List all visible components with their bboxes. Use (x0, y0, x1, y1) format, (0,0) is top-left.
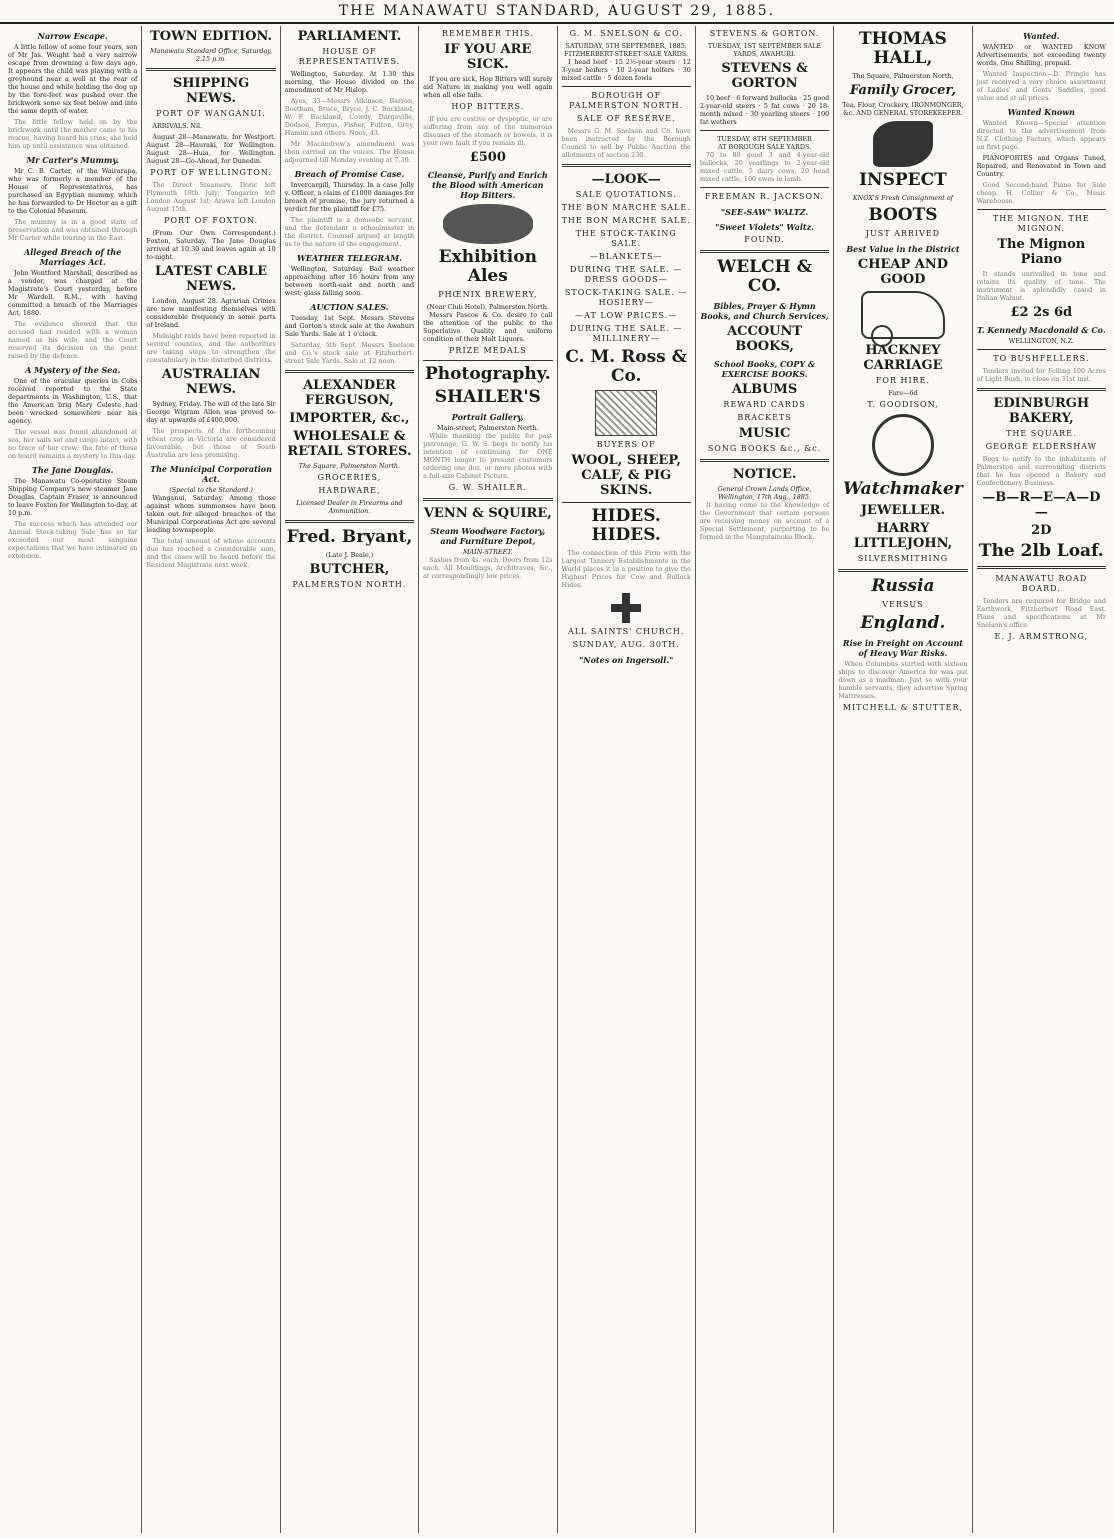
ad-headline: England. (860, 613, 946, 633)
article-text: Tuesday, 1st Sept. Messrs Stevens and Gorton's stock sale at the Awahuri Sale Yards. Sale at 1 o'clock. (284, 314, 415, 338)
subheading: PORT OF WANGANUI. (156, 109, 266, 118)
divider (562, 164, 691, 167)
ad-headline: BUTCHER, (309, 562, 390, 577)
ale-cask-illustration (443, 204, 533, 244)
ad-body: If you are costive or dyspeptic, or are suffering from any of the numerous diseases of the stomach or bowels, it is your own fault if you remain ill. (423, 115, 553, 147)
ad-headline: EDINBURGH BAKERY, (993, 396, 1090, 426)
ad-address: The Square, Palmerston North. (298, 462, 401, 470)
ad-headline: WELCH & CO. (717, 257, 812, 296)
ad-subheading: STEVENS & GORTON. (709, 29, 820, 38)
ad-headline: Watchmaker (843, 479, 963, 499)
ad-subheading: FOUND. (744, 235, 785, 244)
subheading: PORT OF FOXTON. (164, 216, 259, 225)
ad-headline: "Sweet Violets" Waltz. (715, 222, 814, 232)
ad-subheading: Best Value in the District (846, 244, 960, 254)
section-title: Wanted. (1023, 31, 1060, 41)
column-3 (281, 26, 419, 1533)
ad-headline: The 2lb Loaf. (978, 541, 1104, 561)
ad-text: TUESDAY, 8TH SEPTEMBER (717, 135, 812, 143)
ad-subheading: Portrait Gallery, (451, 412, 524, 422)
divider (285, 520, 414, 523)
ad-subheading: THE BON MARCHE SALE. (561, 203, 691, 212)
section-title: Wanted Known (1007, 107, 1075, 117)
ad-subheading: BUYERS OF (596, 440, 656, 449)
ad-text: Cleanse, Purify and Enrich the Blood with American Hop Bitters. (427, 170, 548, 200)
ad-headline: Fred. Bryant, (286, 527, 413, 547)
ad-text: FITZHERBERT-STREET SALE YARDS. (564, 50, 689, 58)
ad-headline: 2D (1031, 523, 1052, 538)
article-text: A little fellow of some four years, son of Mr Jas. Weight had a very narrow escape from drowning a few days ago. It appears the child was playing with a greyhound near a well at the rear of the house and while holding the dog up by the fore-feet was pushed over the brickwork some six feet below and into the same depth of water. (8, 43, 138, 115)
felmongery-illustration (595, 390, 657, 436)
ad-headline: ACCOUNT BOOKS, (727, 324, 803, 354)
ad-subheading: REWARD CARDS (723, 400, 806, 409)
ad-headline: INSPECT (859, 170, 947, 190)
ad-headline: —B—R—E—A—D— (982, 490, 1101, 520)
ad-subheading: T. Kennedy Macdonald & Co. (976, 325, 1106, 335)
ad-text: TUESDAY, 1ST SEPTEMBER SALE YARDS, AWAHURI. (707, 42, 822, 58)
headline: WEATHER TELEGRAM. (296, 253, 402, 263)
article-text: John Wentford Marshall, described as a vendor, was charged at the Magistrate's Court yesterday, before Mr Wardell, R.M., with having committed a breach of the Marriages Act, 1880. (8, 269, 138, 317)
article-text: August 28—Manawatu, for Westport. August 28—Hauraki, for Wellington. August 28—Huia, for Wellington. August 28—Go-Ahead, for Dunedin. (146, 133, 276, 165)
ad-subheading: TO BUSHFELLERS. (993, 354, 1090, 363)
divider (562, 86, 691, 87)
divider (700, 459, 829, 462)
ad-body: The connection of this Firm with the Largest Tannery Establishments in the World places it in a position to give the Highest Prices for Cow and Bullock Hides. (561, 549, 691, 589)
ad-subheading: SALE OF RESERVE. (576, 114, 676, 123)
ad-headline: BOOTS (868, 205, 938, 225)
divider (562, 502, 691, 503)
ad-body: When Columbus started with sixteen ships to discover America he was put down as a madman. Just so with your humble servants, they advertise Spring Mattresses. (838, 660, 968, 700)
ad-subheading: PRIZE MEDALS (449, 346, 527, 355)
article-text: Mr C. B. Carter, of the Wairarapa, who was formerly a member of the House of Representatives, has purchased an Egyptian mummy, which he has forwarded to Dr Hector as a gift to the Colonial Museum. (8, 167, 138, 215)
headline: Alleged Breach of the Marriages Act. (24, 247, 122, 267)
ad-subheading: GEORGE ELDERSHAW (985, 442, 1097, 451)
ad-text: If you are sick, Hop Bitters will surely aid Nature in making you well again when all else fails. (423, 75, 553, 99)
church-cross-icon (611, 593, 641, 623)
subheading: HOUSE OF REPRESENTATIVES. (298, 47, 401, 66)
ad-subheading: FREEMAN R. JACKSON. (705, 192, 825, 201)
ad-subheading: HOP BITTERS. (451, 102, 525, 111)
ad-text: SATURDAY, 5TH SEPTEMBER, 1885. (565, 42, 687, 50)
ad-text: Licensed Dealer in Firearms and Ammunition. (296, 499, 403, 515)
divider (285, 370, 414, 373)
column-5 (558, 26, 696, 1533)
ad-headline: WHOLESALE & RETAIL STORES. (287, 429, 412, 459)
ad-headline: NOTICE. (732, 467, 797, 482)
ad-subheading: SALE QUOTATIONS. (575, 190, 677, 199)
article-text: Wanganui, Saturday. Among those against whom summonses have been taken out for alleged breaches of the Municipal Corporations Act are several leading townspeople. (146, 494, 276, 534)
divider (700, 130, 829, 131)
article-text: One of the oracular queries in Cobs received reported to the State departments in Washington, U.S., that the American brig Mary Celeste had been wrecked somewhere near his agency. (8, 377, 138, 425)
article-body: Mr Macandrew's amendment was then carried on the voices. The House adjourned till Monday evening at 7.30. (284, 140, 415, 164)
ad-headline: Russia (871, 576, 935, 596)
ad-subheading: DURING THE SALE. —MILLINERY— (569, 324, 683, 343)
divider (977, 388, 1106, 391)
article-text: Sydney, Friday. The will of the late Sir George Wigram Allen was proved to-day at upwards of £400,000. (146, 400, 276, 424)
article-text: London, August 28. Agrarian Crimes are now manifesting themselves with considerable frequency in some parts of Ireland. (146, 297, 276, 329)
ad-subheading: BOROUGH OF PALMERSTON NORTH. (569, 91, 684, 110)
ad-text: KNOX'S Fresh Consignment of (852, 194, 953, 202)
ad-headline: CHEAP AND GOOD (857, 257, 949, 287)
article-body: The plaintiff is a domestic servant, and the defendant a schoolmaster in the district. Counsel argued at length as to the nature of the engagement. (284, 216, 415, 248)
headline: A Mystery of the Sea. (25, 365, 121, 375)
ad-headline: Exhibition Ales (438, 247, 537, 286)
ad-headline: HACKNEY CARRIAGE (863, 343, 943, 373)
column-2 (142, 26, 280, 1533)
column-6 (696, 26, 834, 1533)
ad-subheading: E. J. ARMSTRONG, (994, 632, 1089, 641)
ad-headline: STEVENS & GORTON (721, 61, 808, 91)
ad-headline: ALEXANDER FERGUSON, (303, 378, 396, 408)
ad-body: It stands unrivalled in tone and retains its quality of tone. The instrument is splendidly cased in Italian Walnut. (976, 270, 1106, 302)
ad-headline: VENN & SQUIRE, (423, 506, 552, 521)
ad-body: Good Second-hand Piano for Sale cheap. H. Collier & Co., Music Warehouse. (976, 181, 1106, 205)
headline: Mr Carter's Mummy. (26, 155, 119, 165)
divider (146, 68, 275, 71)
article-body: The little fellow held on by the brickwork until the mother came to his rescue, having heard his cries; she held him up until assistance was obtained. (8, 118, 138, 150)
ad-body: Wanted Known—Special attention directed to the advertisement from N.Z. Clothing Factory, which appears on first page. (976, 119, 1106, 151)
ad-text: Fare—6d (888, 389, 918, 397)
article-body: The mummy is in a good state of preservation and was obtained through Mr Carter while touring in the East. (8, 218, 138, 242)
ad-headline: HIDES. HIDES. (591, 506, 661, 545)
ad-headline: MUSIC (738, 426, 791, 441)
article-body: Midnight raids have been reported in several counties, and the authorities are taking steps to strengthen the constabulary in the disturbed districts. (146, 332, 276, 364)
ad-headline: C. M. Ross & Co. (565, 347, 687, 386)
ad-subheading: Rise in Freight on Account of Heavy War Risks. (842, 638, 963, 658)
divider (977, 349, 1106, 350)
divider (977, 566, 1106, 569)
article-body: The success which has attended our Annual Stock-taking Sale has so far exceeded our most sanguine expectations that we have intimated an extension. (8, 520, 138, 560)
ad-text: AT BOROUGH SALE YARDS. (717, 143, 812, 151)
ad-body: Sashes from 4s. each. Doors from 12s each. All Mouldings, Architraves, &c., at correspondingly low prices. (423, 556, 553, 580)
ad-subheading: PHŒNIX BREWERY, (438, 290, 538, 299)
ad-headline: IF YOU ARE SICK. (444, 42, 532, 72)
price: £2 2s 6d (1010, 305, 1073, 320)
article-text: Wellington, Saturday. Bad weather approaching after 16 hours from any between north-east and north and west; glass falling soon. (284, 265, 415, 297)
ad-headline: WOOL, SHEEP, CALF, & PIG SKINS. (571, 453, 681, 498)
ad-subheading: MITCHELL & STUTTER, (842, 703, 964, 712)
column-1 (4, 26, 142, 1533)
ad-subheading: DURING THE SALE. —DRESS GOODS— (569, 265, 683, 284)
headline: Breach of Promise Case. (294, 169, 405, 179)
divider (700, 187, 829, 188)
ad-text: Messrs Pascoe & Co. desire to call the attention of the public to the Superlative Quality and uniform condition of their Malt Liquors. (423, 311, 553, 343)
ad-subheading: FOR HIRE. (875, 376, 931, 385)
boot-illustration (873, 121, 933, 167)
article-text: (From Our Own Correspondent.) Foxton, Saturday. The Jane Douglas arrived at 10.30 and leaves again at 10 to-night. (146, 229, 276, 261)
article-body: The evidence showed that the accused had resided with a woman named as his wife, and the Court reserved its decision on the point raised by the defence. (8, 320, 138, 360)
divider (838, 569, 967, 572)
ad-text: 1 head beef · 15 2½-year steers · 12 3-year heifers · 10 2-year heifers · 30 mixed cattle · 5 dozen fowls (561, 58, 691, 82)
ad-headline: "SEE-SAW" WALTZ. (720, 207, 809, 217)
ad-body: Wanted Inspection—D. Pringle has just received a very choice assortment of Ladies' and Gents' Saddles, good value and at all prices. (976, 70, 1106, 102)
ad-subheading: —AT LOW PRICES.— (575, 311, 678, 320)
headline: The Municipal Corporation Act. (150, 464, 272, 484)
ad-subheading: HARDWARE, (318, 486, 381, 495)
article-body: The Direct Steamers. Doric left Plymouth 18th July; Tongariro left London August 1st; Arawa left London August 15th. (146, 181, 276, 213)
ad-headline: —LOOK— (591, 172, 661, 187)
column-4 (419, 26, 557, 1533)
ad-headline: JEWELLER. (860, 503, 945, 518)
ad-body: While thanking the public for past patronage, G. W. S. begs to notify his intention of continuing for ONE MONTH longer to present customers ordering one doz. or more photos with a full-size Cabinet Picture. (423, 432, 553, 480)
ad-text: General Crown Lands Office, Wellington, 17th Aug., 1885. (717, 485, 812, 501)
ad-headline: SHAILER'S (434, 387, 541, 407)
clock-illustration (872, 414, 934, 476)
ad-body: Begs to notify to the inhabitants of Palmerston and surrounding districts that he has opened a Bakery and Confectionery Business. (976, 455, 1106, 487)
ad-subheading: MANAWATU ROAD BOARD. (995, 574, 1088, 593)
ad-headline: £500 (469, 150, 506, 165)
ad-text: WANTED or WANTED KNOW Advertisements, not exceeding twenty words, One Shilling, prepaid. (976, 43, 1106, 67)
ad-headline: HARRY LITTLEJOHN, (853, 521, 953, 551)
ad-subheading: School Books, COPY & EXERCISE BOOKS. (714, 359, 816, 379)
section-title: SHIPPING NEWS. (172, 76, 250, 106)
headline: AUCTION SALES. (310, 302, 389, 312)
ad-subheading: GROCERIES, (317, 473, 382, 482)
ad-body: Messrs G. M. Snelson and Co. have been instructed by the Borough Council to sell by Public Auction the allotments of section 230. (561, 127, 691, 159)
column-8 (973, 26, 1110, 1533)
ad-subheading: THE MIGNON. THE MIGNON. (992, 214, 1090, 233)
section-title: AUSTRALIAN NEWS. (161, 367, 261, 397)
article-text: The Manawatu Co-operative Steam Shipping Company's new steamer Jane Douglas, Captain Fraser, is announced to leave Foxton for Wellington to-day, at 10 p.m. (8, 477, 138, 517)
ad-subheading: T. GOODISON, (867, 400, 939, 409)
ad-address: WELLINGTON, N.Z. (1008, 337, 1074, 345)
ad-subheading: Steam Woodware Factory, and Furniture Depot, (430, 526, 546, 546)
section-title: PARLIAMENT. (297, 29, 402, 44)
ad-headline: THOMAS HALL, (859, 29, 947, 68)
ad-subheading: JUST ARRIVED (865, 229, 941, 238)
divider (423, 498, 552, 501)
ad-subheading: BRACKETS (737, 413, 792, 422)
ad-subheading: G. M. SNELSON & CO. (569, 29, 683, 38)
subheading: PORT OF WELLINGTON. (150, 168, 272, 177)
ad-body: Tenders invited for Felling 100 Acres of Light Bush, to close on 31st inst. (976, 367, 1106, 383)
headline: Narrow Escape. (37, 31, 108, 41)
ad-subheading: THE SQUARE. (1006, 429, 1077, 438)
ad-headline: The Mignon Piano (997, 237, 1086, 267)
article-text: Wellington, Saturday. At 1.30 this morning, the House divided on the amendment of Mr Hislop. (284, 70, 415, 94)
ad-subheading: Bibles, Prayer & Hymn Books, and Church Services, (700, 301, 829, 321)
ad-headline: "Notes on Ingersoll." (579, 655, 674, 665)
ad-subheading: VERSUS (882, 600, 924, 609)
headline: The Jane Douglas. (31, 465, 114, 475)
section-title: LATEST CABLE NEWS. (154, 264, 268, 294)
ad-body: Tenders are required for Bridge and Earthwork, Fitzherbert Road East. Plans and specifications at Mr Snelson's office. (976, 597, 1106, 629)
ad-address: PALMERSTON NORTH. (292, 580, 407, 589)
ad-subheading: —BLANKETS— (589, 252, 663, 261)
ad-headline: IMPORTER, &c., (289, 411, 410, 426)
ad-body: It having come to the knowledge of the Government that certain persons are receiving money on account of a Special Settlement, purporting to be formed in the Mangatainoko Block. (699, 501, 830, 541)
ad-subheading: THE STOCK-TAKING SALE. (575, 229, 677, 248)
ad-subheading: SONG BOOKS &c., &c. (707, 444, 822, 453)
ad-subheading: G. W. SHAILER. (448, 483, 527, 492)
dateline: Manawatu Standard Office, Saturday, 2.15 p.m. (150, 47, 273, 63)
ad-address: The Square, Palmerston North, (852, 72, 954, 80)
article-body: Ayes, 33—Messrs Atkinson, Barron, Beetham, Bruce, Bryce, J. C. Buckland, W. F. Buckland, Cowdy, Dargaville, Dodson, Fergus, Fisher, Fulton, Grey, Hamlin and others. Noes, 43. (284, 97, 415, 137)
ad-subheading: SUNDAY, AUG. 30TH. (572, 640, 680, 649)
divider (423, 360, 552, 361)
ad-text: PIANOFORTES and Organs Tuned, Repaired, and Renovated in Town and Country. (976, 154, 1106, 178)
section-title: TOWN EDITION. (150, 29, 273, 44)
ad-headline: ALBUMS (731, 382, 798, 397)
ad-headline: Family Grocer, (849, 83, 956, 98)
ad-subheading: REMEMBER THIS. (442, 29, 534, 38)
ad-body: 70 to 80 good 3 and 4-year-old bullocks, 20 yearlings to 2-year-old mixed cattle, 5 dairy cows, 20 head mixed cattle, 100 ewes in lamb. (699, 151, 830, 183)
carriage-illustration (861, 291, 945, 339)
article-body: The total amount of whose accounts due has reached a considerable sum, and the cases will be heard before the Resident Magistrate next week. (146, 537, 276, 569)
ad-headline: Photography. (425, 364, 551, 384)
newspaper-columns (4, 26, 1110, 1533)
ad-subheading: ALL SAINTS' CHURCH. (567, 627, 685, 636)
ad-address: MAIN-STREET. (463, 548, 513, 556)
ad-subheading: SILVERSMITHING (857, 554, 949, 563)
dateline: (Special to the Standard.) (169, 486, 253, 494)
ad-text: Tea, Flour, Crockery, IRONMONGER, &c. AND GENERAL STOREKEEPER. (842, 101, 964, 117)
ad-text: 10 beef · 6 forward bullocks · 25 good 2-year-old steers · 5 fat cows · 20 18-month mixed · 30 yearling steers · 100 fat wethers (699, 94, 830, 126)
article-text: ARRIVALS. Nil. (152, 122, 203, 130)
column-7 (834, 26, 972, 1533)
article-text: Invercargill, Thursday. In a case Jolly v. Officer, a claim of £1000 damages for breach of promise, the jury returned a verdict for the plaintiff for £75. (284, 181, 415, 213)
ad-address: Main-street, Palmerston North. (437, 424, 539, 432)
ad-subheading: THE BON MARCHE SALE. (561, 216, 691, 225)
divider (977, 209, 1106, 210)
ad-subheading: STOCK-TAKING SALE. —HOSIERY— (564, 288, 688, 307)
masthead: THE MANAWATU STANDARD, AUGUST 29, 1885. (0, 0, 1114, 24)
article-body: The prospects of the forthcoming wheat crop in Victoria are considered favourable, but those of South Australia are less promising. (146, 427, 276, 459)
ad-text: (Late J. Beale,) (325, 551, 374, 559)
ad-address: (Near Club Hotel), Palmerston North. (426, 303, 549, 311)
article-body: The vessel was found abandoned at sea, her sails set and cargo intact, with no trace of her crew; the fate of those on board remains a mystery to this day. (8, 428, 138, 460)
article-body: Saturday, 5th Sept. Messrs Snelson and Co.'s stock sale at Fitzherbert-street Sale Yards. Sale at 12 noon. (284, 341, 415, 365)
divider (700, 250, 829, 253)
